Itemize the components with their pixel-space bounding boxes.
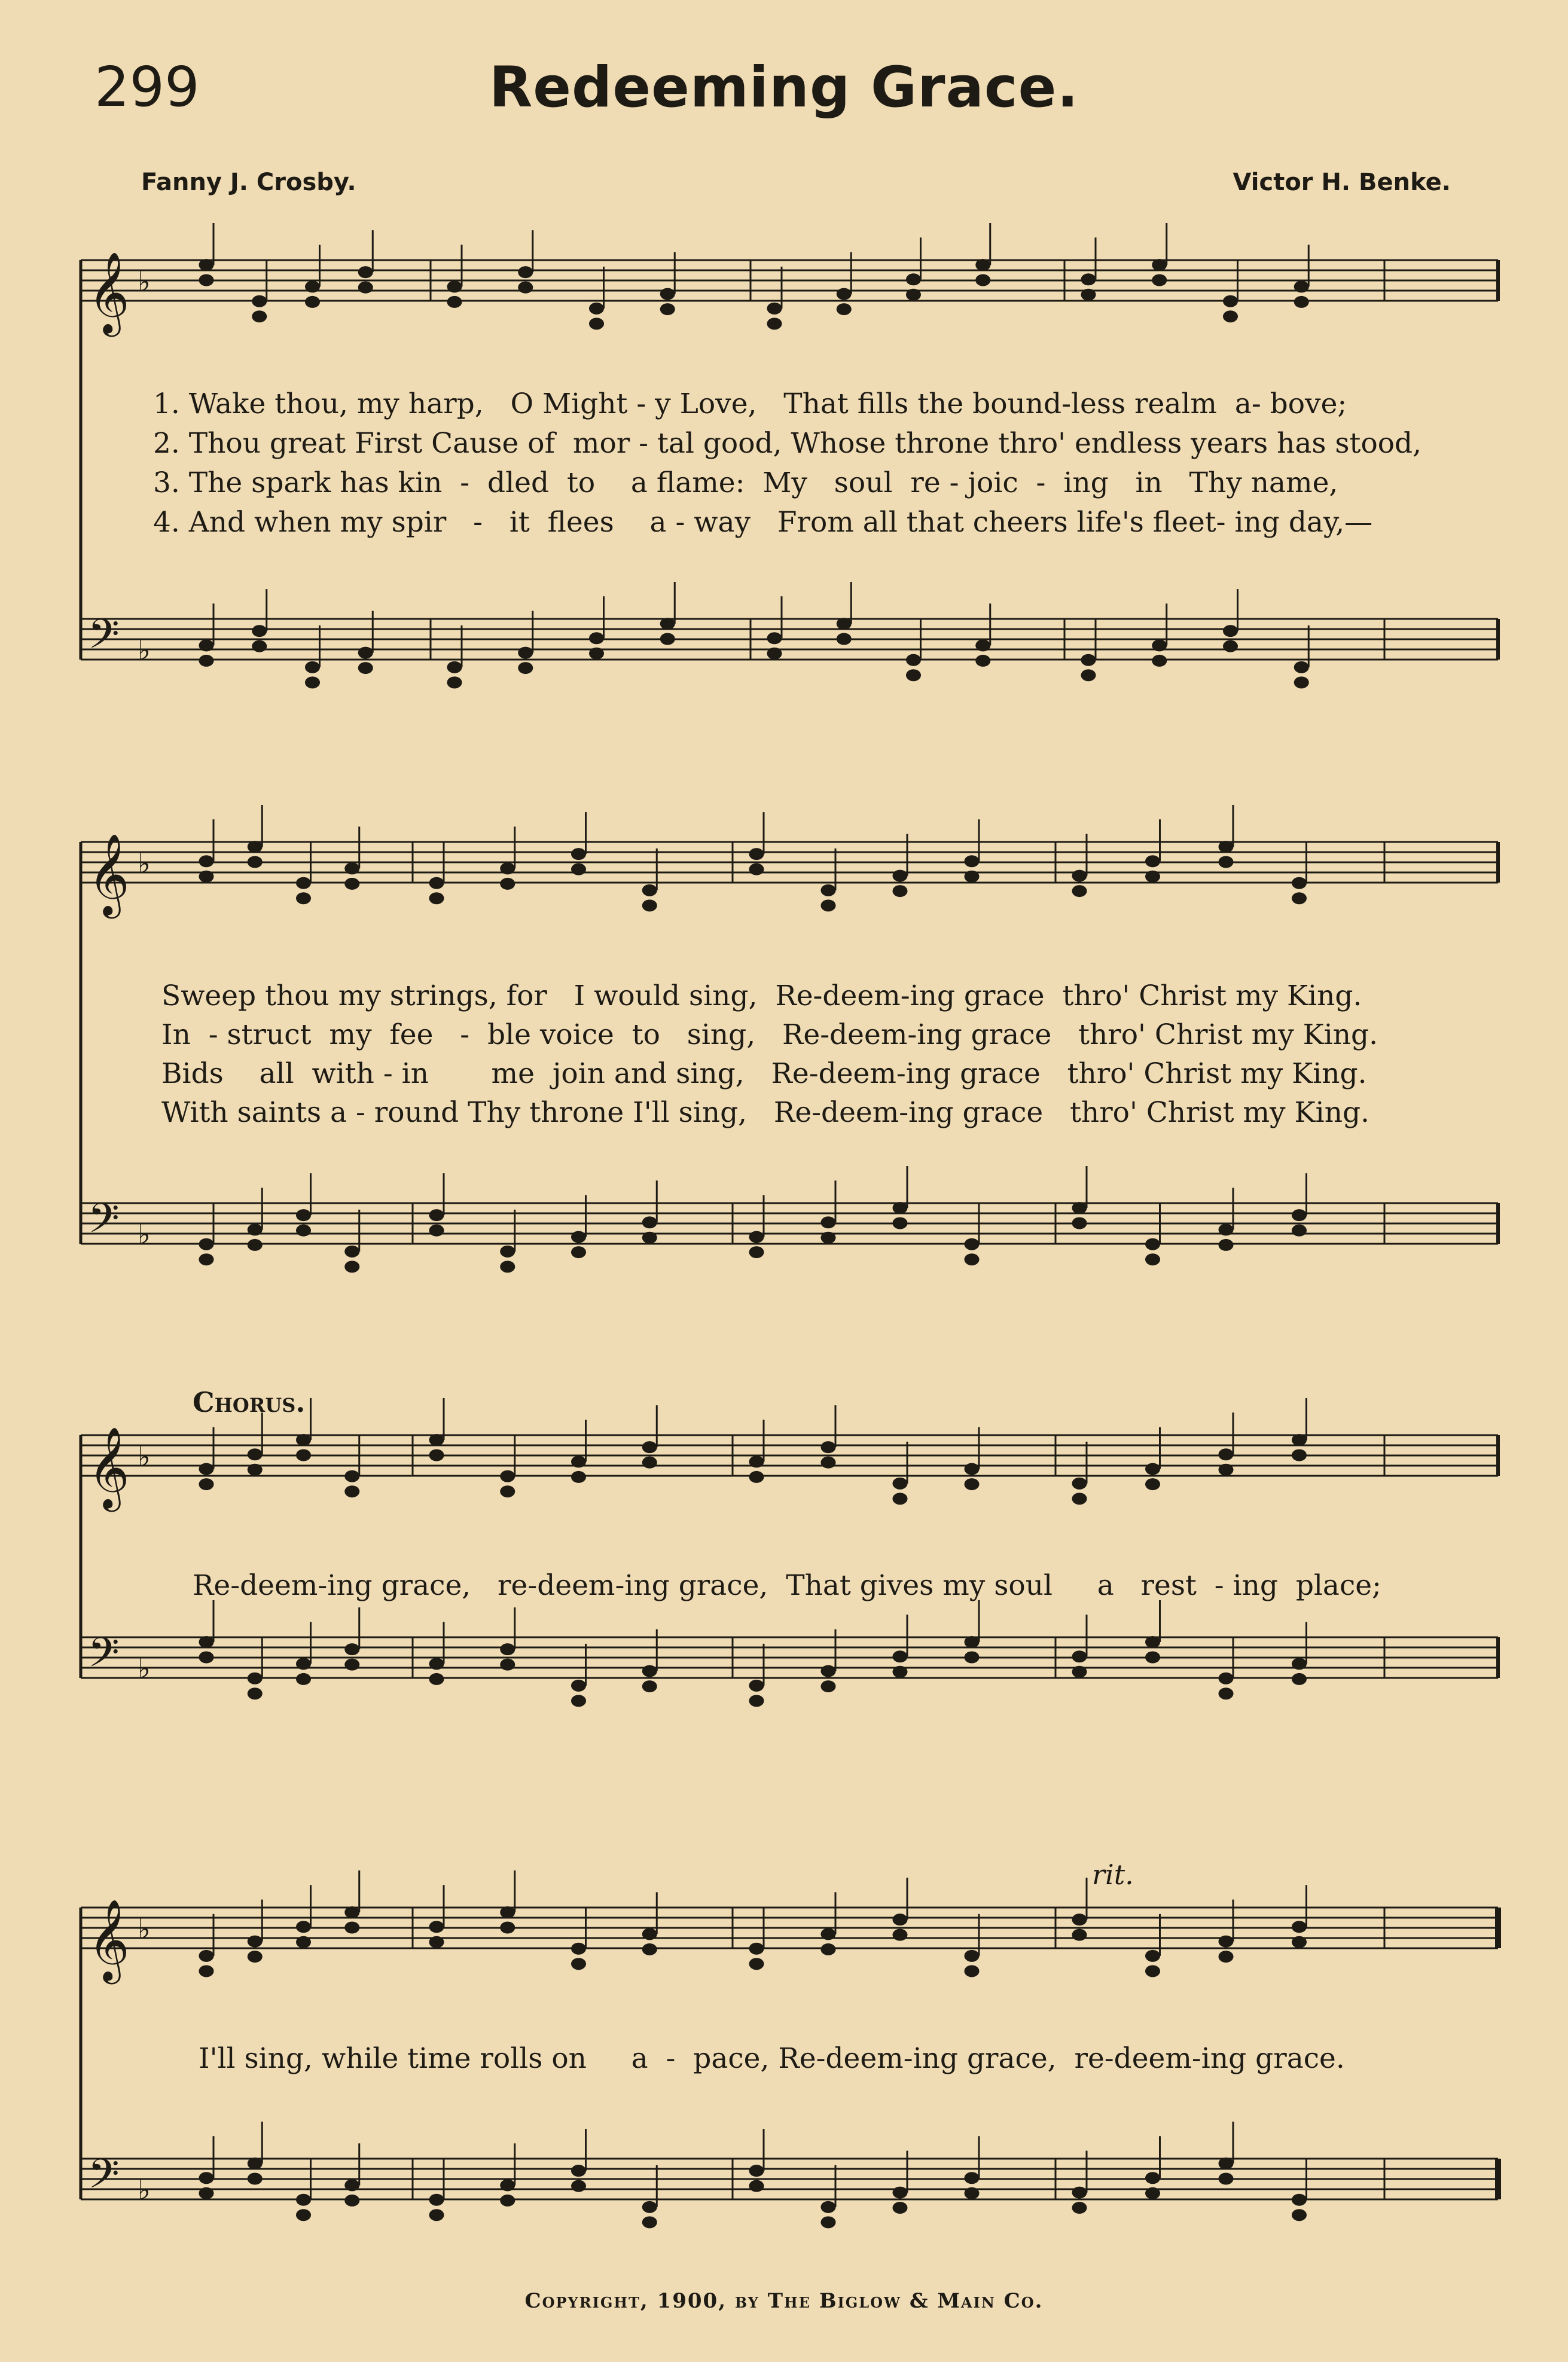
svg-text:♭: ♭ (138, 2174, 151, 2206)
verse-2-line-b: In - struct my fee - ble voice to sing, Re-deem-ing grace thro' Christ my King. (161, 1018, 1378, 1051)
verse-1-line-b: Sweep thou my strings, for I would sing, Re-deem-ing grace thro' Christ my King. (161, 979, 1362, 1012)
chorus-line-1: Re-deem-ing grace, re-deem-ing grace, That gives my soul a rest - ing place; (193, 1569, 1381, 1602)
svg-text:𝄢: 𝄢 (88, 1195, 120, 1252)
svg-text:♭: ♭ (138, 634, 151, 666)
verse-2-line-a: 2. Thou great First Cause of mor - tal good, Whose throne thro' endless years has stood, (153, 427, 1422, 460)
svg-text:𝄞: 𝄞 (88, 1426, 130, 1508)
chorus-line-2: I'll sing, while time rolls on a - pace, Re-deem-ing grace, re-deem-ing grace. (199, 2042, 1345, 2075)
verse-3-line-b: Bids all with - in me join and sing, Re-deem-ing grace thro' Christ my King. (161, 1057, 1367, 1090)
svg-text:𝄢: 𝄢 (88, 1629, 120, 1686)
tempo-mark-rit: rit. (1092, 1859, 1134, 1891)
hymn-title: Redeeming Grace. (489, 55, 1079, 120)
verse-4-line-b: With saints a - round Thy throne I'll sing, Re-deem-ing grace thro' Christ my King. (161, 1096, 1369, 1129)
svg-text:𝄢: 𝄢 (88, 611, 120, 668)
verse-1-line-a: 1. Wake thou, my harp, O Might - y Love, That fills the bound-less realm a- bove; (153, 387, 1347, 420)
svg-text:♭: ♭ (138, 1441, 151, 1473)
verse-4-line-a: 4. And when my spir - it flees a - way From all that cheers life's fleet- ing day,— (153, 506, 1373, 539)
copyright-notice: Copyright, 1900, by The Biglow & Main Co. (524, 2289, 1044, 2313)
svg-text:♭: ♭ (138, 266, 151, 298)
composer-credit: Victor H. Benke. (1233, 169, 1451, 196)
chorus-label: Chorus. (193, 1386, 306, 1418)
svg-text:𝄞: 𝄞 (88, 832, 130, 915)
svg-text:𝄢: 𝄢 (88, 2151, 120, 2208)
verse-3-line-a: 3. The spark has kin - dled to a flame: My soul re - joic - ing in Thy name, (153, 466, 1338, 499)
hymn-number: 299 (94, 55, 200, 119)
svg-text:♭: ♭ (138, 1913, 151, 1945)
svg-text:♭: ♭ (138, 1218, 151, 1250)
svg-text:♭: ♭ (138, 847, 151, 880)
svg-text:𝄞: 𝄞 (88, 1898, 130, 1980)
lyricist-credit: Fanny J. Crosby. (141, 169, 356, 196)
svg-text:𝄞: 𝄞 (88, 251, 130, 333)
svg-text:♭: ♭ (138, 1652, 151, 1684)
